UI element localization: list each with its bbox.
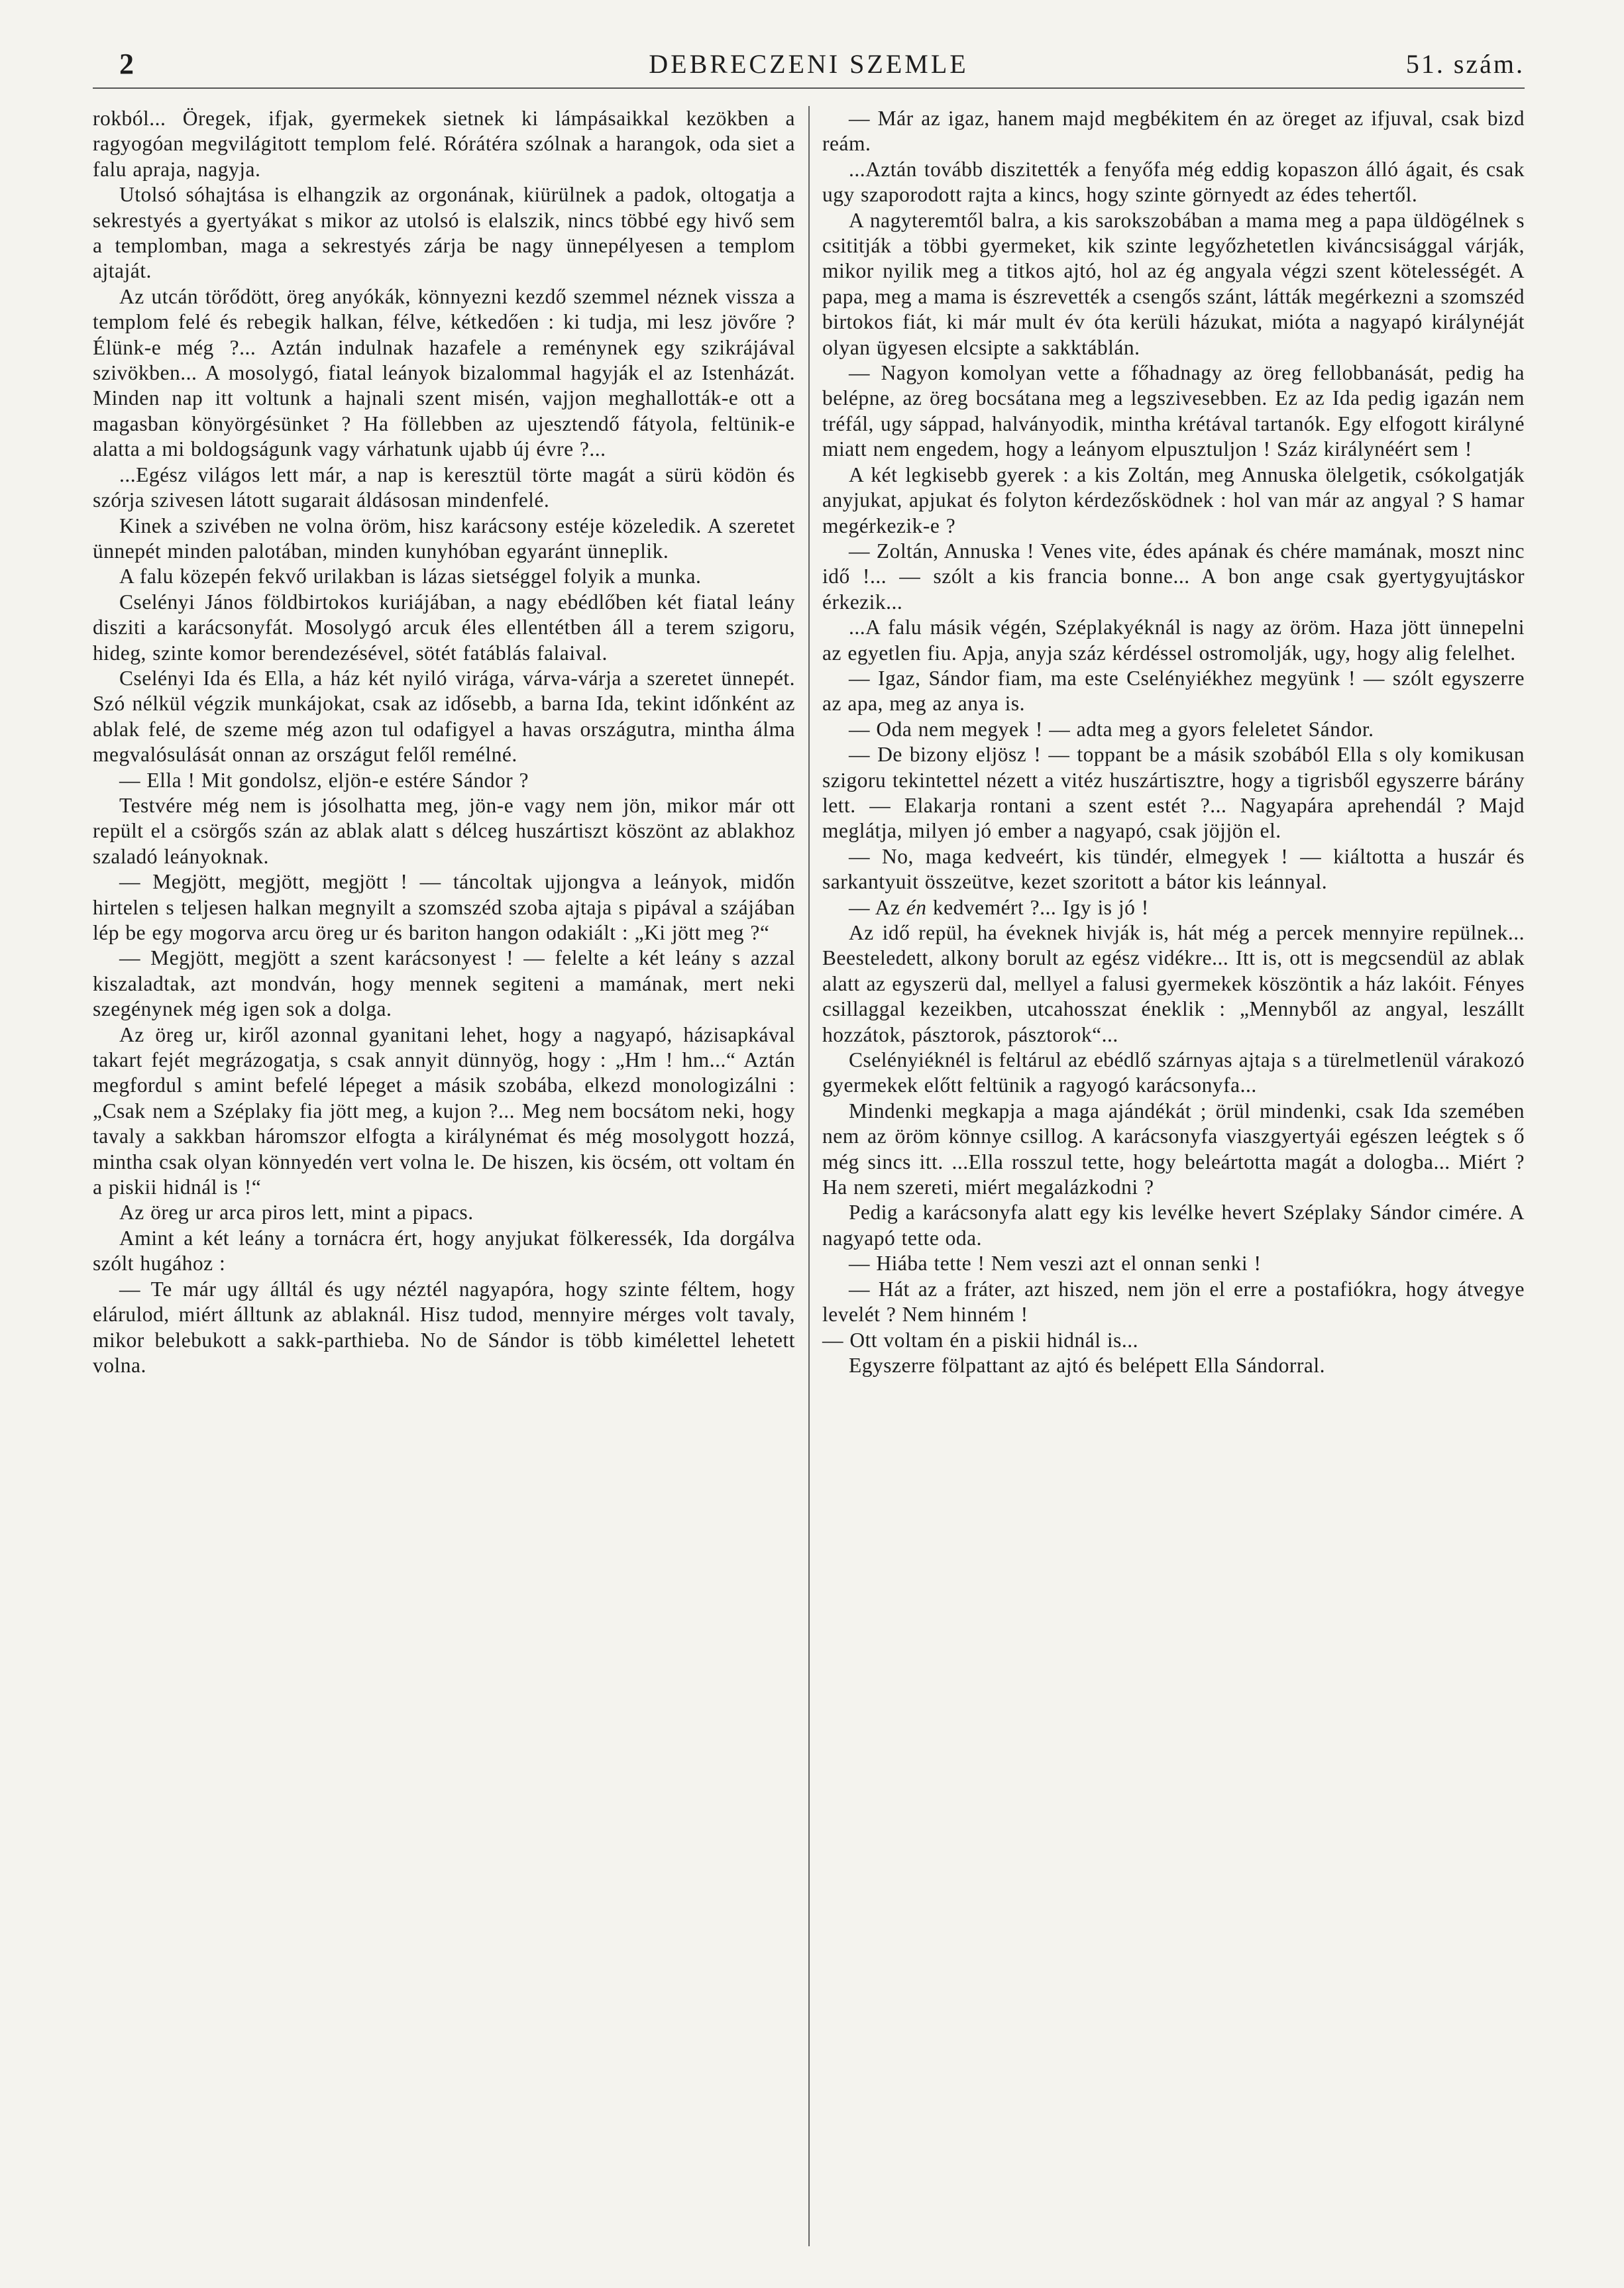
- paragraph: Egyszerre fölpattant az ajtó és belépett Ella Sándorral.: [849, 1353, 1325, 1377]
- paragraph: A nagyteremtől balra, a kis sarokszobában a mama meg a papa üldögélnek s csititják a többi gyermeket, kik szinte legyőzhetetlen kiváncsisággal várják, mikor nyilik meg a titkos ajtó, hol az ég angyala végzi szent kötelességét. A papa, meg a mama is észrevették a csengős szánt, látták megérkezni a szomszéd birtokos fiát, ki már mult év óta kerüli házukat, mióta a nagyapó királynéját olyan ügyesen elcsipte a sakktáblán.: [822, 208, 1525, 359]
- paragraph: Utolsó sóhajtása is elhangzik az orgonának, kiürülnek a padok, oltogatja a sekrestyés a gyertyákat s mikor az utolsó is elalszik, nincs többé egy hivő sem a templomban, maga a sekrestyés zárja be nagy ünnepélyesen a templom ajtaját.: [93, 183, 795, 283]
- paragraph: Az utcán törődött, öreg anyókák, könnyezni kezdő szemmel néznek vissza a templom felé és rebegik halkan, félve, kétkedően : ki tudja, mi lesz jövőre ? Élünk-e még ?... Aztán indulnak hazafele a reménynek egy szikrájával szivökben... A mosolygó, fiatal leányok bizalommal hagyják el az Istenházát. Minden nap itt voltunk a hajnali szent misén, vajjon meghallották-e ott a magasban könyörgésünket ? Ha föllebben az ujesztendő fátyola, feltünik-e alatta a mi boldogságunk vagy várhatunk ujabb új évre ?...: [93, 284, 795, 461]
- issue-number: 51. szám.: [1405, 48, 1525, 79]
- right-column: [822, 106, 1525, 2246]
- paragraph: — Zoltán, Annuska ! Venes vite, édes apának és chére mamának, moszt ninc idő !... — szólt a kis francia bonne... A bon ange csak gyertygyujtáskor érkezik...: [822, 539, 1525, 614]
- paragraph: — Már az igaz, hanem majd megbékitem én az öreget az ifjuval, csak bizd reám.: [822, 107, 1525, 156]
- paragraph: — Ott voltam én a piskii hidnál is...: [822, 1328, 1138, 1352]
- paragraph: — Megjött, megjött, megjött ! — táncoltak ujjongva a leányok, midőn hirtelen s teljesen halkan megnyilt a szomszéd szoba ajtaja s pipával a szájában lép be egy mogorva arcu öreg ur és bariton hangon odakiált : „Ki jött meg ?“: [93, 870, 795, 944]
- publication-title: DEBRECZENI SZEMLE: [649, 48, 969, 79]
- paragraph: Pedig a karácsonyfa alatt egy kis levélke hevert Széplaky Sándor cimére. A nagyapó tette oda.: [822, 1201, 1525, 1250]
- paragraph: — Ella ! Mit gondolsz, eljön-e estére Sándor ?: [119, 768, 529, 792]
- paragraph: — De bizony eljösz ! — toppant be a másik szobából Ella s oly komikusan szigoru tekintettel nézett a vitéz huszártisztre, hogy a tigrisből egyszerre bárány lett. — Elakarja rontani a szent estét ?... Nagyapára aprehendál ? Majd meglátja, milyen jó ember a nagyapó, csak jöjjön el.: [822, 743, 1525, 843]
- paragraph: ...A falu másik végén, Széplakyéknál is nagy az öröm. Haza jött ünnepelni az egyetlen fiu. Apja, anyja száz kérdéssel ostromolják, ugy, hogy alig felelhet.: [822, 616, 1525, 665]
- paragraph: Amint a két leány a tornácra ért, hogy anyjukat fölkeressék, Ida dorgálva szólt hugához :: [93, 1226, 795, 1276]
- paragraph: Az öreg ur, kiről azonnal gyanitani lehet, hogy a nagyapó, házisapkával takart fejét megrázogatja, s csak annyit dünnyög, hogy : „Hm ! hm...“ Aztán megfordul s amint befelé lépeget a másik szobába, elkezd monologizálni : „Csak nem a Széplaky fia jött meg, a kujon ?... Meg nem bocsátom neki, hogy tavaly a sakkban háromszor elfogta a királynémat és még mosolygott hozzá, mintha csak olyan könnyedén vert volna le. De hiszen, kis öcsém, ott voltam én a piskii hidnál is !“: [93, 1022, 795, 1199]
- paragraph: ...Aztán tovább diszitették a fenyőfa még eddig kopaszon álló ágait, és csak ugy szaporodott rajta a kincs, hogy szinte görnyedt az édes tehertől.: [822, 157, 1525, 207]
- paragraph: Mindenki megkapja a maga ajándékát ; örül mindenki, csak Ida szemében nem az öröm könnye csillog. A karácsonyfa viaszgyertyái egészen leégtek s ő még sincs itt. ...Ella rosszul tette, hogy beleártotta magát a dologba... Miért ? Ha nem szereti, miért megalázkodni ?: [822, 1099, 1525, 1199]
- paragraph: Cselényi János földbirtokos kuriájában, a nagy ebédlőben két fiatal leány disziti a karácsonyfát. Mosolygó arcuk éles ellentétben áll a terem szigoru, hideg, szinte komor berendezésével, sötét fatáblás falaival.: [93, 590, 795, 665]
- paragraph: ...Egész világos lett már, a nap is keresztül törte magát a sürü ködön és szórja szivesen látott sugarait áldásosan mindenfelé.: [93, 463, 795, 512]
- paragraph: — Az én kedvemért ?... Igy is jó !: [849, 895, 1149, 919]
- page-number: 2: [119, 47, 136, 80]
- paragraph: — Hát az a fráter, azt hiszed, nem jön el erre a postafiókra, hogy átvegye levelét ? Nem hinném !: [822, 1277, 1525, 1327]
- paragraph: Az öreg ur arca piros lett, mint a pipacs.: [119, 1201, 474, 1225]
- paragraph: Kinek a szivében ne volna öröm, hisz karácsony estéje közeledik. A szeretet ünnepét minden palotában, minden kunyhóban egyaránt ünneplik.: [93, 514, 795, 563]
- paragraph: — Oda nem megyek ! — adta meg a gyors feleletet Sándor.: [849, 717, 1374, 741]
- paragraph: Cselényiéknél is feltárul az ebédlő szárnyas ajtaja s a türelmetlenül várakozó gyermekek előtt feltünik a ragyogó karácsonyfa...: [822, 1048, 1525, 1097]
- paragraph: — Nagyon komolyan vette a főhadnagy az öreg fellobbanását, pedig ha belépne, az öreg bocsátana meg a legszivesebben. Ez az Ida pedig igazán nem tréfál, ugy sáppad, halványodik, mintha krétával tartanók. Egy elfogott királyné miatt nem engedem, hogy a leányom elpusztuljon ! Száz királynéért sem !: [822, 361, 1525, 461]
- paragraph: Testvére még nem is jósolhatta meg, jön-e vagy nem jön, mikor már ott repült el a csörgős szán az ablak alatt s délceg huszártiszt köszönt az ablakhoz szaladó leányoknak.: [93, 793, 795, 868]
- left-column: [93, 106, 795, 2246]
- paragraph: — No, maga kedveért, kis tündér, elmegyek ! — kiáltotta a huszár és sarkantyuit összeütve, kezet szoritott a bátor kis leánnyal.: [822, 844, 1525, 894]
- paragraph: rokból... Öregek, ifjak, gyermekek sietnek ki lámpásaikkal kezökben a ragyogóan megvilágitott templom felé. Rórátéra szólnak a harangok, oda siet a falu apraja, nagyja.: [93, 107, 795, 181]
- paragraph: Cselényi Ida és Ella, a ház két nyiló virága, várva-várja a szeretet ünnepét. Szó nélkül végzik munkájokat, csak az idősebb, a barna Ida, tekint időnként az ablak felé, de szeme még azon tul odafigyel a havas országutra, mintha álma megvalósulását onnan az országut felől remélné.: [93, 666, 795, 767]
- paragraph: — Megjött, megjött a szent karácsonyest ! — felelte a két leány s azzal kiszaladtak, azt mondván, hogy mennek segiteni a mamának, mert neki szegénynek még igen sok a dolga.: [93, 946, 795, 1021]
- paragraph: — Te már ugy álltál és ugy néztél nagyapóra, hogy szinte féltem, hogy elárulod, miért álltunk az ablaknál. Hisz tudod, mennyire mérges volt tavaly, mikor belebukott a sakk-parthieba. No de Sándor is több kimélettel lehetett volna.: [93, 1277, 795, 1377]
- article-body: [93, 106, 1525, 2246]
- column-divider: [808, 106, 810, 2246]
- paragraph: Az idő repül, ha éveknek hivják is, hát még a percek mennyire repülnek... Beesteledett, alkony borult az egész vidékre... Itt is, ott is megcsendül az ablak alatt az egyszerü dal, mellyel a falusi gyermekek köszöntik a ház lakóit. Fényes csillaggal kezeikben, utcahosszat éneklik : „Mennyből az angyal, leszállt hozzátok, pásztorok, pásztorok“...: [822, 921, 1525, 1046]
- paragraph: — Hiába tette ! Nem veszi azt el onnan senki !: [849, 1252, 1262, 1276]
- paragraph: — Igaz, Sándor fiam, ma este Cselényiékhez megyünk ! — szólt egyszerre az apa, meg az anya is.: [822, 666, 1525, 716]
- paragraph: A két legkisebb gyerek : a kis Zoltán, meg Annuska ölelgetik, csókolgatják anyjukat, apjukat és folyton kérdezősködnek : hol van már az angyal ? S hamar megérkezik-e ?: [822, 463, 1525, 537]
- page-header: [93, 40, 1525, 89]
- paragraph: A falu közepén fekvő urilakban is lázas sietséggel folyik a munka.: [119, 565, 702, 588]
